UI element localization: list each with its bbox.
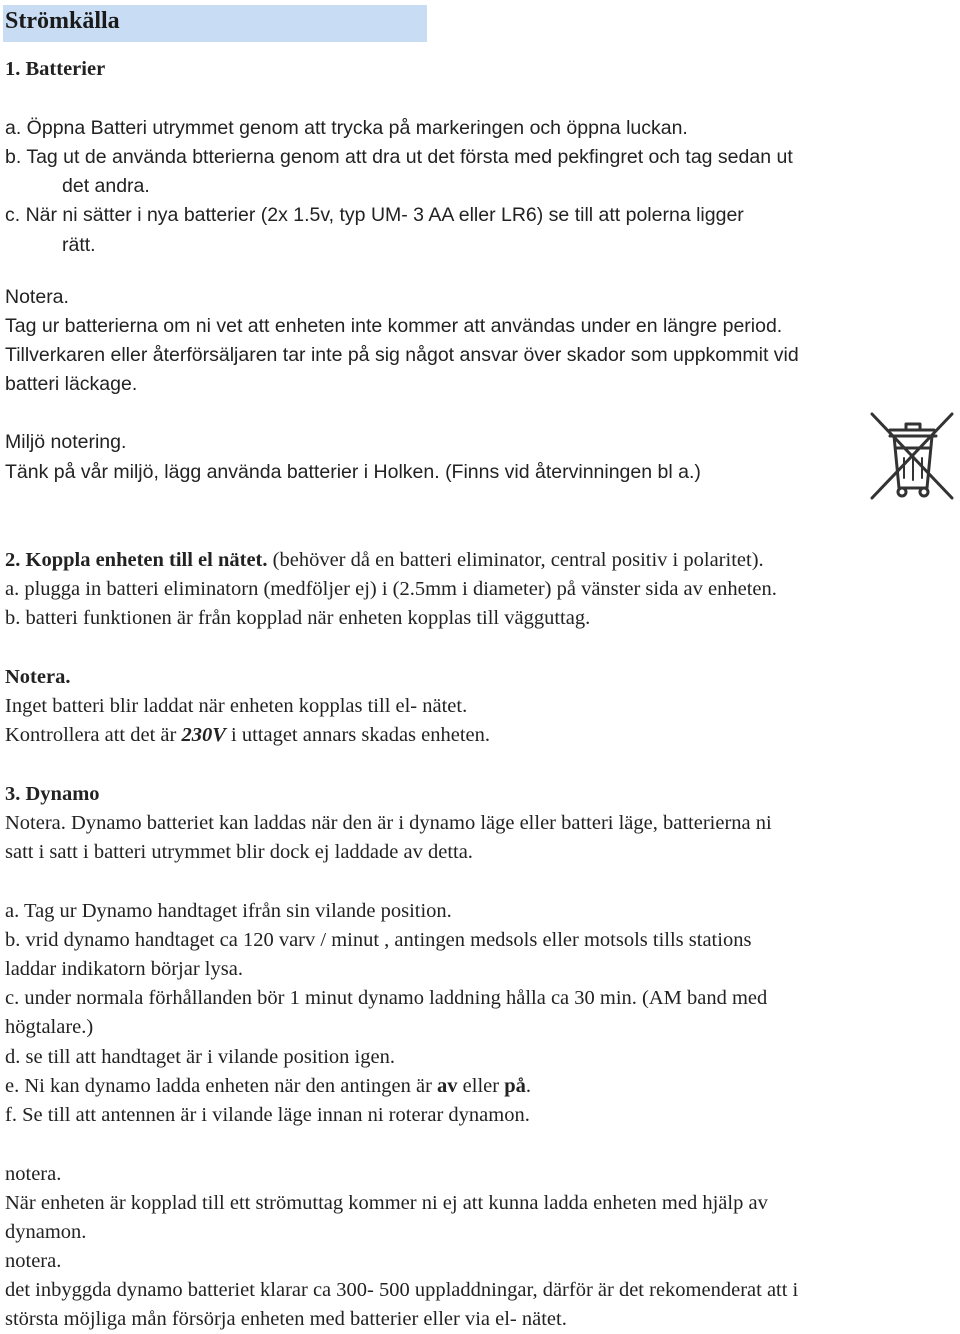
note-text: Tillverkaren eller återförsäljaren tar inte på sig något ansvar över skador som uppkommit vid bbox=[5, 344, 799, 366]
page-title: Strömkälla bbox=[5, 8, 120, 34]
note-text-pre: Kontrollera att det är bbox=[5, 724, 182, 746]
environment-note-label: Miljö notering. bbox=[5, 431, 127, 453]
step-c: c. När ni sätter i nya batterier (2x 1.5v, typ UM- 3 AA eller LR6) se till att polerna ligger bbox=[5, 204, 744, 226]
note-text: Tag ur batterierna om ni vet att enheten inte kommer att användas under en längre period. bbox=[5, 315, 783, 337]
step-d: d. se till att handtaget är i vilande position igen. bbox=[5, 1046, 395, 1068]
step-a: a. Tag ur Dynamo handtaget ifrån sin vilande position. bbox=[5, 900, 452, 922]
note-text: När enheten är kopplad till ett strömuttag kommer ni ej att kunna ladda enheten med hjälp av bbox=[5, 1192, 768, 1214]
note-text-post: i uttaget annars skadas enheten. bbox=[225, 724, 491, 746]
step-e-av: av bbox=[437, 1075, 458, 1097]
note-text: största möjliga mån försörja enheten med batterier eller via el- nätet. bbox=[5, 1308, 567, 1330]
step-a: a. plugga in batteri eliminatorn (medföljer ej) i (2.5mm i diameter) på vänster sida av enheten. bbox=[5, 578, 777, 600]
note-label: Notera. bbox=[5, 286, 69, 308]
note-text: Inget batteri blir laddat när enheten kopplas till el- nätet. bbox=[5, 695, 468, 717]
note-label: notera. bbox=[5, 1163, 62, 1185]
step-c: c. under normala förhållanden bör 1 minut dynamo laddning hålla ca 30 min. (AM band med bbox=[5, 987, 768, 1009]
section-heading-bold: 2. Koppla enheten till el nätet. bbox=[5, 549, 268, 571]
step-b-cont: laddar indikatorn börjar lysa. bbox=[5, 958, 243, 980]
note-text: batteri läckage. bbox=[5, 373, 138, 395]
step-b: b. Tag ut de använda btterierna genom att dra ut det första med pekfingret och tag sedan ut bbox=[5, 146, 793, 168]
step-c-cont: rätt. bbox=[62, 234, 96, 256]
section-heading-koppla bbox=[5, 547, 764, 573]
voltage-value: 230V bbox=[181, 724, 226, 746]
section-heading-rest: (behöver då en batteri eliminator, central positiv i polaritet). bbox=[267, 549, 764, 571]
step-c-cont: högtalare.) bbox=[5, 1016, 94, 1038]
step-e-pre: e. Ni kan dynamo ladda enheten när den antingen är bbox=[5, 1075, 438, 1097]
step-e-pa: på bbox=[504, 1075, 526, 1097]
crossed-out-bin-icon bbox=[866, 408, 958, 502]
note-text-voltage bbox=[5, 722, 490, 748]
note-label: notera. bbox=[5, 1250, 62, 1272]
step-e bbox=[5, 1073, 531, 1099]
step-e-post: . bbox=[525, 1075, 531, 1097]
step-f: f. Se till att antennen är i vilande läge innan ni roterar dynamon. bbox=[5, 1104, 530, 1126]
note-text: dynamon. bbox=[5, 1221, 87, 1243]
step-a: a. Öppna Batteri utrymmet genom att trycka på markeringen och öppna luckan. bbox=[5, 117, 688, 139]
section-heading-dynamo: 3. Dynamo bbox=[5, 783, 100, 805]
step-e-mid: eller bbox=[457, 1075, 505, 1097]
note-text: det inbyggda dynamo batteriet klarar ca 300- 500 uppladdningar, därför är det rekomenderat att i bbox=[5, 1279, 799, 1301]
note-text: Notera. Dynamo batteriet kan laddas när den är i dynamo läge eller batteri läge, batterierna ni bbox=[5, 812, 772, 834]
step-b-cont: det andra. bbox=[62, 175, 150, 197]
step-b: b. batteri funktionen är från kopplad när enheten kopplas till vägguttag. bbox=[5, 607, 591, 629]
environment-note-text: Tänk på vår miljö, lägg använda batterier i Holken. (Finns vid återvinningen bl a.) bbox=[5, 461, 701, 483]
note-label: Notera. bbox=[5, 666, 71, 688]
section-heading-batterier: 1. Batterier bbox=[5, 58, 106, 80]
note-text: satt i satt i batteri utrymmet blir dock ej laddade av detta. bbox=[5, 841, 473, 863]
step-b: b. vrid dynamo handtaget ca 120 varv / minut , antingen medsols eller motsols tills stations bbox=[5, 929, 752, 951]
